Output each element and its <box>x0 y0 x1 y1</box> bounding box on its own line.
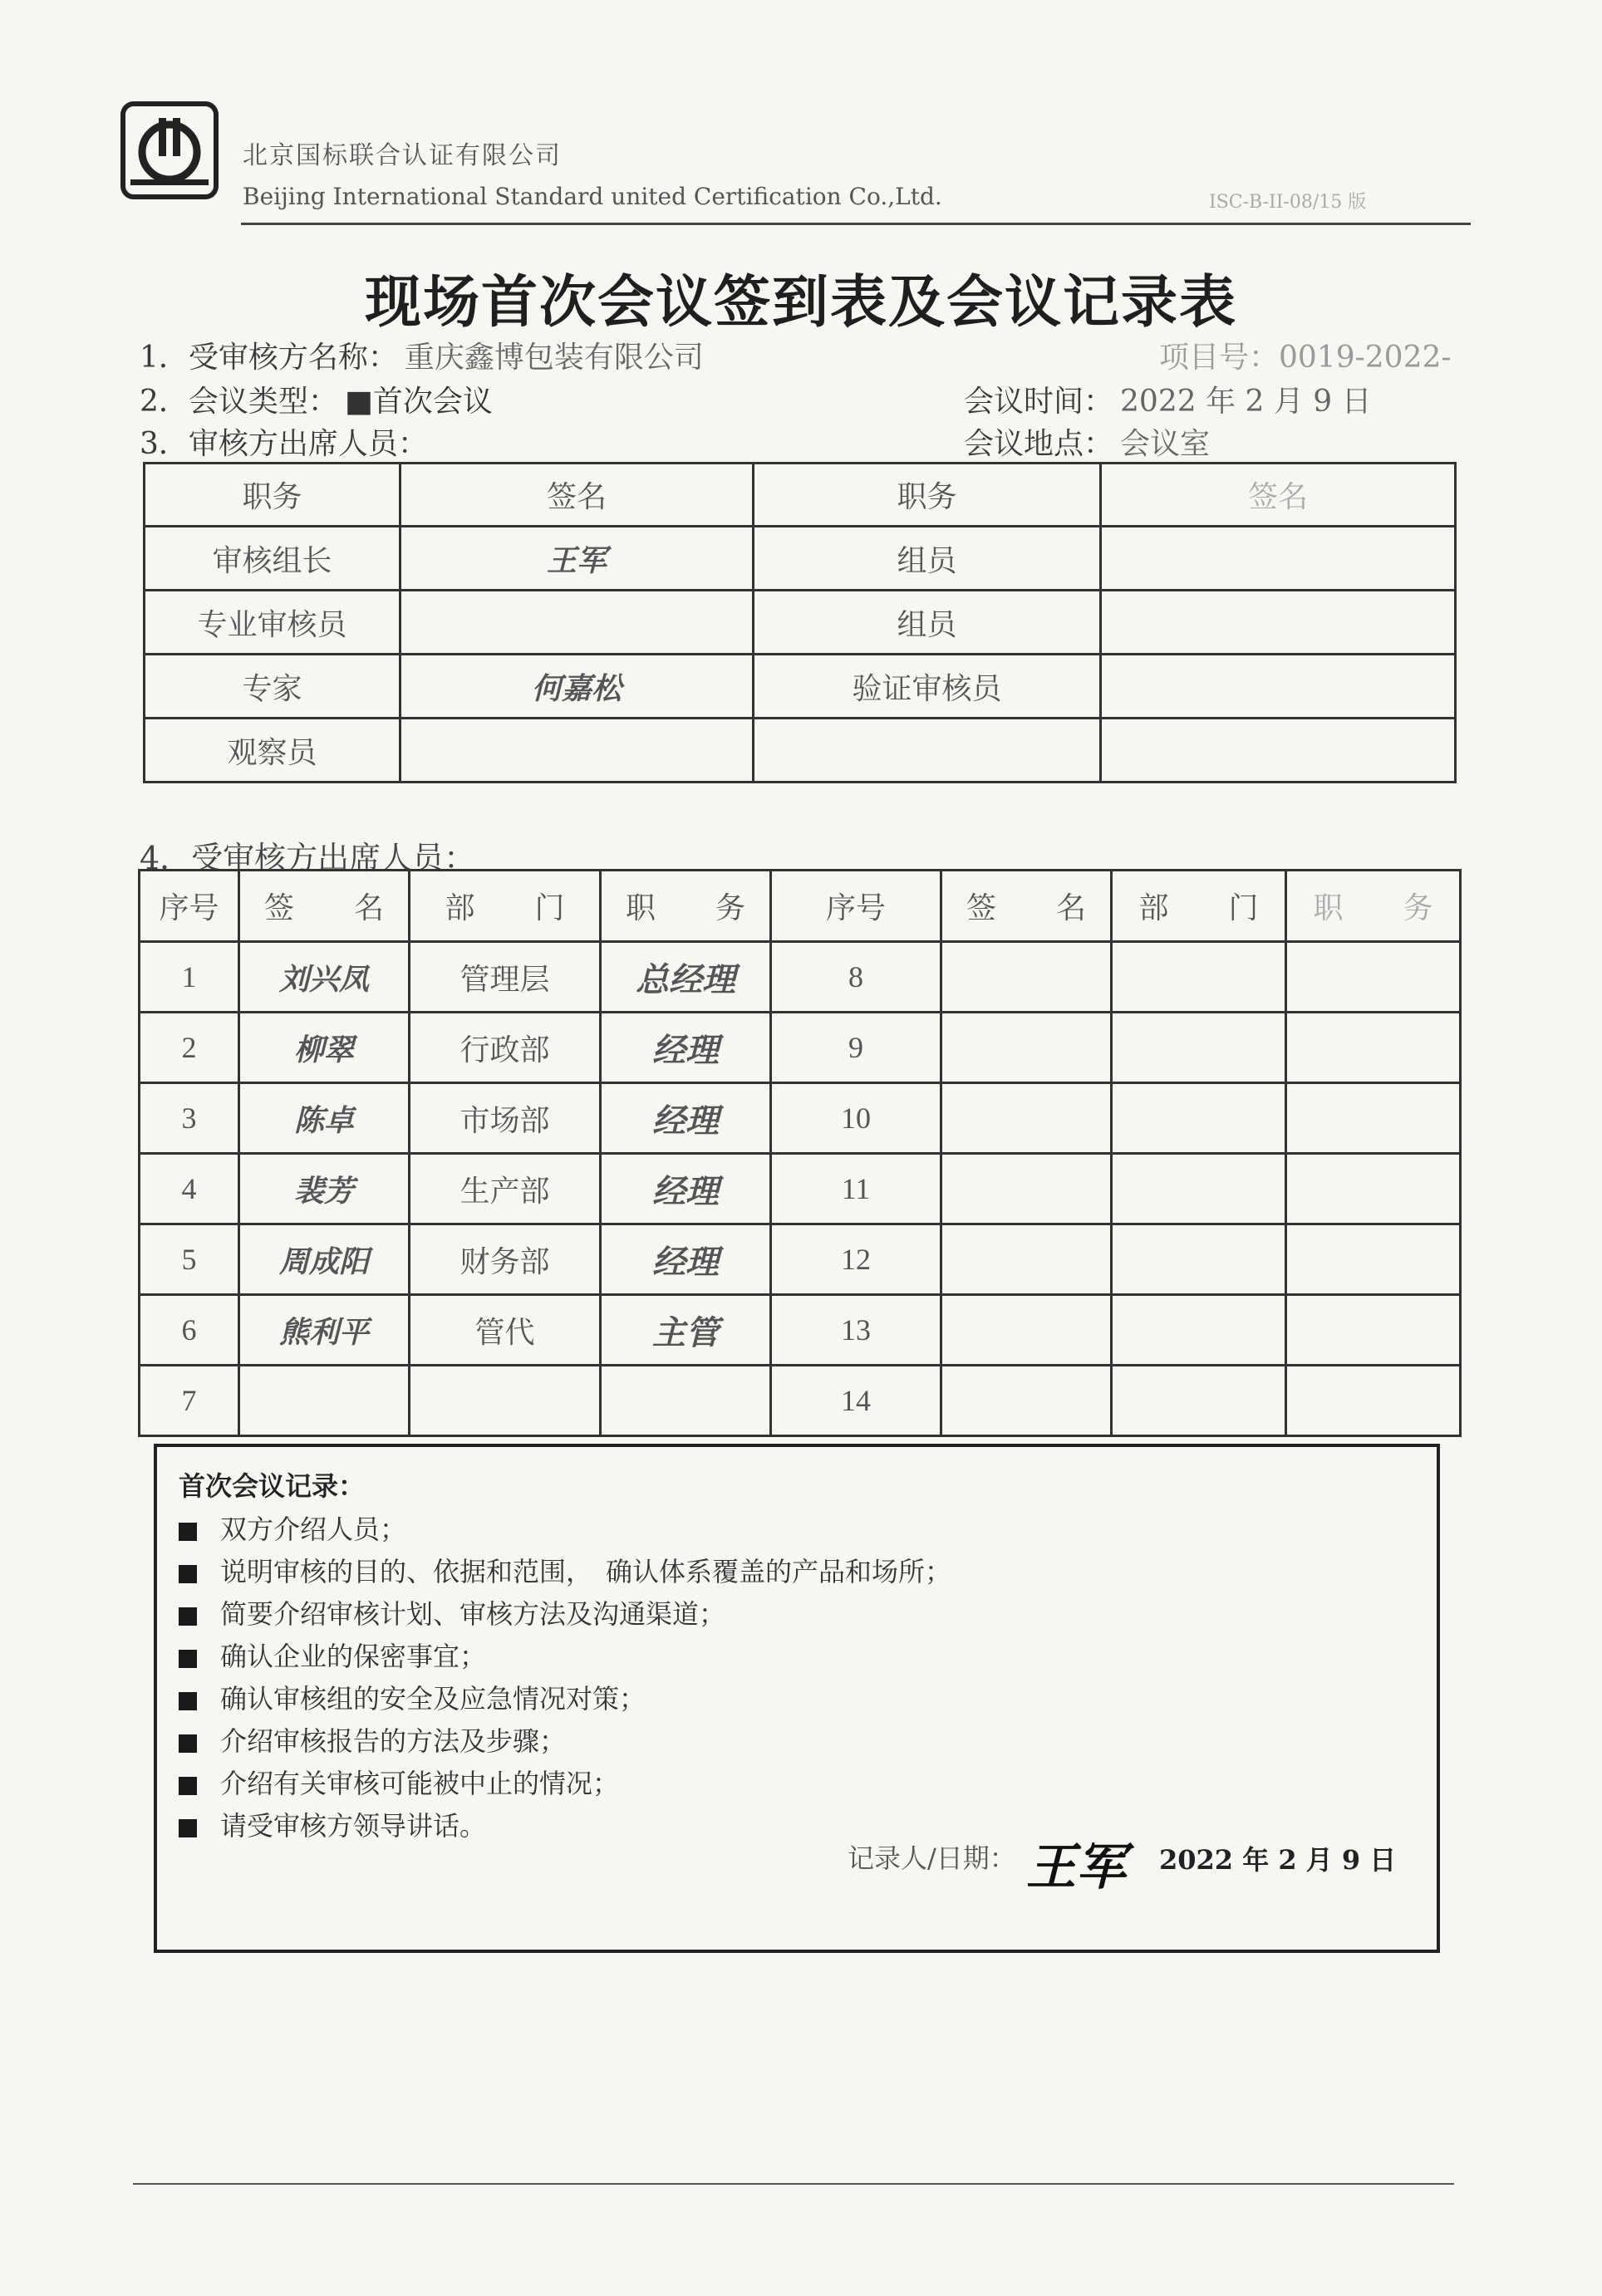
header-cell: 职 务 <box>1286 871 1461 942</box>
signature-cell <box>941 1224 1112 1295</box>
position-cell <box>601 1366 771 1436</box>
bullet-icon <box>179 1734 197 1753</box>
record-item-text: 确认企业的保密事宜； <box>220 1641 487 1672</box>
recorder-signature: 王军 <box>1026 1838 1126 1896</box>
record-item <box>179 1636 486 1674</box>
recorder-label: 记录人/日期： <box>848 1842 1016 1874</box>
bullet-icon <box>179 1523 197 1541</box>
signature-cell: 刘兴凤 <box>239 942 410 1013</box>
auditee-row <box>140 1295 1461 1366</box>
signature-cell <box>1101 655 1456 719</box>
auditor-row <box>145 527 1456 591</box>
auditors-label: 3．审核方出席人员： <box>140 427 428 461</box>
record-item-text: 介绍有关审核可能被中止的情况； <box>220 1768 620 1799</box>
row-number: 7 <box>140 1366 239 1436</box>
row-number: 4 <box>140 1154 239 1224</box>
department-cell: 财务部 <box>410 1224 601 1295</box>
meeting-type-value: ■首次会议 <box>344 385 493 419</box>
auditor-row <box>145 655 1456 719</box>
role-cell <box>754 719 1101 783</box>
role-cell: 观察员 <box>145 719 400 783</box>
signature-cell: 王军 <box>400 527 754 591</box>
department-cell <box>1112 1366 1286 1436</box>
position-cell <box>1286 942 1461 1013</box>
department-cell <box>1112 1154 1286 1224</box>
record-item <box>179 1509 406 1547</box>
signature-cell <box>1101 591 1456 655</box>
department-cell <box>1112 1013 1286 1083</box>
department-cell <box>410 1366 601 1436</box>
record-item <box>179 1805 486 1843</box>
header-cell: 部 门 <box>410 871 601 942</box>
auditee-row <box>140 1083 1461 1154</box>
meeting-location-value: 会议室 <box>1120 427 1211 461</box>
position-cell: 总经理 <box>601 942 771 1013</box>
row-number: 9 <box>771 1013 941 1083</box>
auditee-row <box>140 942 1461 1013</box>
record-item-text: 介绍审核报告的方法及步骤； <box>220 1725 567 1757</box>
auditee-table <box>138 869 1462 1437</box>
signature-cell: 陈卓 <box>239 1083 410 1154</box>
position-cell <box>1286 1295 1461 1366</box>
record-item-text: 请受审核方领导讲话。 <box>220 1810 487 1842</box>
row-number: 10 <box>771 1083 941 1154</box>
auditee-line <box>140 334 704 376</box>
header-cell: 部 门 <box>1112 871 1286 942</box>
position-cell: 经理 <box>601 1083 771 1154</box>
department-cell: 管理层 <box>410 942 601 1013</box>
bullet-icon <box>179 1777 197 1795</box>
signature-cell <box>1101 527 1456 591</box>
signature-cell <box>941 1366 1112 1436</box>
meeting-location-line <box>964 420 1210 463</box>
bullet-icon <box>179 1692 197 1710</box>
record-item-text: 说明审核的目的、依据和范围， 确认体系覆盖的产品和场所； <box>220 1556 952 1587</box>
bullet-icon <box>179 1565 197 1583</box>
meeting-type-line <box>140 378 493 420</box>
role-cell: 组员 <box>754 527 1101 591</box>
meeting-type-label: 2．会议类型： <box>140 385 338 419</box>
record-item-text: 确认审核组的安全及应急情况对策； <box>220 1683 646 1715</box>
signature-cell <box>941 1154 1112 1224</box>
row-number: 12 <box>771 1224 941 1295</box>
company-name-en: Beijing International Standard united Certification Co.,Ltd. <box>243 183 942 210</box>
record-item-text: 简要介绍审核计划、审核方法及沟通渠道； <box>220 1598 726 1630</box>
position-cell <box>1286 1013 1461 1083</box>
auditee-table-header <box>140 871 1461 942</box>
role-cell: 组员 <box>754 591 1101 655</box>
company-logo <box>120 101 219 199</box>
row-number: 13 <box>771 1295 941 1366</box>
auditee-label: 1．受审核方名称： <box>140 341 398 375</box>
bullet-icon <box>179 1650 197 1668</box>
position-cell: 经理 <box>601 1013 771 1083</box>
logo-icon <box>125 106 214 194</box>
position-cell: 经理 <box>601 1224 771 1295</box>
position-cell <box>1286 1224 1461 1295</box>
auditee-row <box>140 1366 1461 1436</box>
signature-cell <box>400 591 754 655</box>
row-number: 5 <box>140 1224 239 1295</box>
row-number: 3 <box>140 1083 239 1154</box>
department-cell: 行政部 <box>410 1013 601 1083</box>
header-cell: 职务 <box>754 464 1101 527</box>
signature-cell: 熊利平 <box>239 1295 410 1366</box>
department-cell <box>1112 1295 1286 1366</box>
auditee-row <box>140 1013 1461 1083</box>
meeting-location-label: 会议地点： <box>964 427 1114 461</box>
meeting-time-line <box>964 378 1372 420</box>
auditor-row <box>145 591 1456 655</box>
header-cell: 签名 <box>400 464 754 527</box>
role-cell: 审核组长 <box>145 527 400 591</box>
meeting-record-title: 首次会议记录： <box>179 1470 366 1502</box>
position-cell <box>1286 1366 1461 1436</box>
header-cell: 签 名 <box>941 871 1112 942</box>
row-number: 11 <box>771 1154 941 1224</box>
document-code: ISC-B-II-08/15 版 <box>1209 192 1367 213</box>
position-cell: 主管 <box>601 1295 771 1366</box>
signature-cell <box>941 942 1112 1013</box>
meeting-time-value: 2022 年 2 月 9 日 <box>1120 385 1372 419</box>
bullet-icon <box>179 1607 197 1626</box>
header-cell: 序号 <box>140 871 239 942</box>
signature-cell: 柳翠 <box>239 1013 410 1083</box>
row-number: 2 <box>140 1013 239 1083</box>
header-cell: 序号 <box>771 871 941 942</box>
auditee-row <box>140 1224 1461 1295</box>
signature-cell <box>1101 719 1456 783</box>
signature-cell <box>941 1013 1112 1083</box>
auditee-attendees-label: 4．受审核方出席人员： <box>140 840 476 876</box>
record-item <box>179 1720 566 1759</box>
department-cell: 市场部 <box>410 1083 601 1154</box>
signature-cell: 周成阳 <box>239 1224 410 1295</box>
signature-cell <box>941 1083 1112 1154</box>
record-date: 2022 年 2 月 9 日 <box>1159 1844 1397 1876</box>
project-number: 项目号：0019-2022- <box>1159 341 1452 375</box>
department-cell: 生产部 <box>410 1154 601 1224</box>
position-cell <box>1286 1083 1461 1154</box>
company-name-cn: 北京国标联合认证有限公司 <box>243 141 562 170</box>
auditor-table <box>143 462 1457 783</box>
auditor-row <box>145 719 1456 783</box>
auditee-row <box>140 1154 1461 1224</box>
header-cell: 职 务 <box>601 871 771 942</box>
row-number: 6 <box>140 1295 239 1366</box>
signature-cell <box>941 1295 1112 1366</box>
header-cell: 职务 <box>145 464 400 527</box>
role-cell: 专业审核员 <box>145 591 400 655</box>
role-cell: 专家 <box>145 655 400 719</box>
department-cell: 管代 <box>410 1295 601 1366</box>
bullet-icon <box>179 1819 197 1837</box>
signature-cell <box>400 719 754 783</box>
header-divider <box>241 223 1471 225</box>
record-item <box>179 1763 619 1801</box>
department-cell <box>1112 942 1286 1013</box>
auditee-name: 重庆鑫博包装有限公司 <box>404 341 704 375</box>
role-cell: 验证审核员 <box>754 655 1101 719</box>
header-cell: 签名 <box>1101 464 1456 527</box>
signature-cell <box>239 1366 410 1436</box>
signature-cell: 何嘉松 <box>400 655 754 719</box>
row-number: 8 <box>771 942 941 1013</box>
record-item <box>179 1593 725 1631</box>
page-title: 现场首次会议签到表及会议记录表 <box>364 269 1237 336</box>
signature-cell: 裴芳 <box>239 1154 410 1224</box>
department-cell <box>1112 1224 1286 1295</box>
footer-divider <box>133 2183 1454 2185</box>
position-cell: 经理 <box>601 1154 771 1224</box>
meeting-time-label: 会议时间： <box>964 385 1114 419</box>
department-cell <box>1112 1083 1286 1154</box>
row-number: 1 <box>140 942 239 1013</box>
header-cell: 签 名 <box>239 871 410 942</box>
record-item-text: 双方介绍人员； <box>220 1513 407 1545</box>
record-item <box>179 1551 951 1589</box>
row-number: 14 <box>771 1366 941 1436</box>
record-item <box>179 1678 646 1716</box>
auditor-table-header <box>145 464 1456 527</box>
position-cell <box>1286 1154 1461 1224</box>
